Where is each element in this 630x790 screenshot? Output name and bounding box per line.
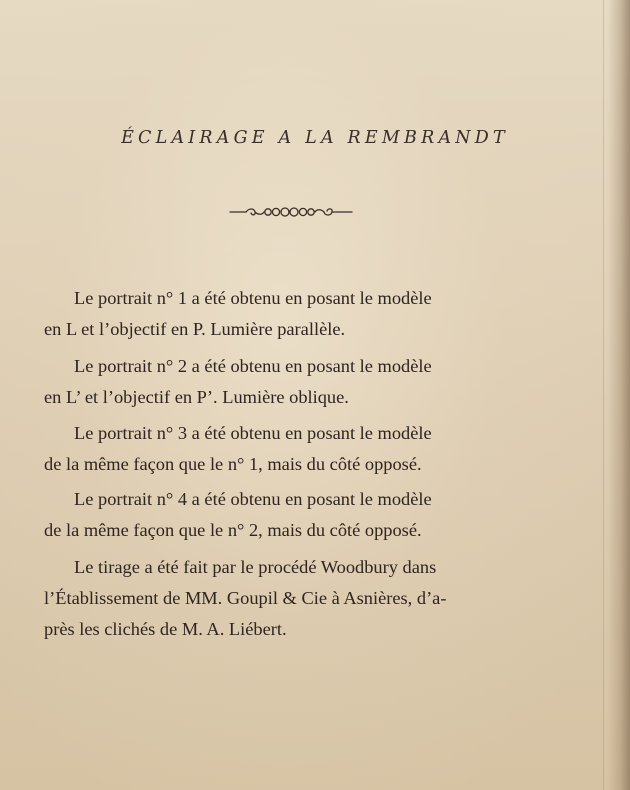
paragraph-5-line-1: Le tirage a été fait par le procédé Woodbury dans — [74, 557, 437, 577]
page-edge-shadow — [608, 0, 630, 790]
paragraph-4-line-1: Le portrait n° 4 a été obtenu en posant le modèle — [74, 489, 432, 509]
paragraph-2-line-1: Le portrait n° 2 a été obtenu en posant le modèle — [74, 356, 432, 376]
paragraph-3-line-1: Le portrait n° 3 a été obtenu en posant le modèle — [74, 423, 432, 443]
paragraph-4-line-2: de la même façon que le n° 2, mais du côté opposé. — [44, 520, 422, 540]
paragraph-3-line-2: de la même façon que le n° 1, mais du côté opposé. — [44, 454, 422, 474]
paragraph-1 — [44, 283, 554, 345]
paragraph-4 — [44, 484, 554, 546]
paragraph-1-line-2: en L et l’objectif en P. Lumière parallèle. — [44, 319, 346, 339]
paragraph-2-line-2: en L’ et l’objectif en P’. Lumière oblique. — [44, 387, 349, 407]
paragraph-5 — [44, 552, 554, 645]
scroll-ornament-icon — [228, 203, 356, 221]
paragraph-3 — [44, 418, 554, 480]
paragraph-5-line-3: près les clichés de M. A. Liébert. — [44, 619, 287, 639]
paragraph-5-line-2: l’Établissement de MM. Goupil & Cie à Asnières, d’a- — [44, 588, 447, 608]
page-fold-line — [603, 0, 604, 790]
page-title: ÉCLAIRAGE A LA REMBRANDT — [121, 128, 509, 148]
paragraph-1-line-1: Le portrait n° 1 a été obtenu en posant le modèle — [74, 288, 432, 308]
paragraph-2 — [44, 351, 554, 413]
